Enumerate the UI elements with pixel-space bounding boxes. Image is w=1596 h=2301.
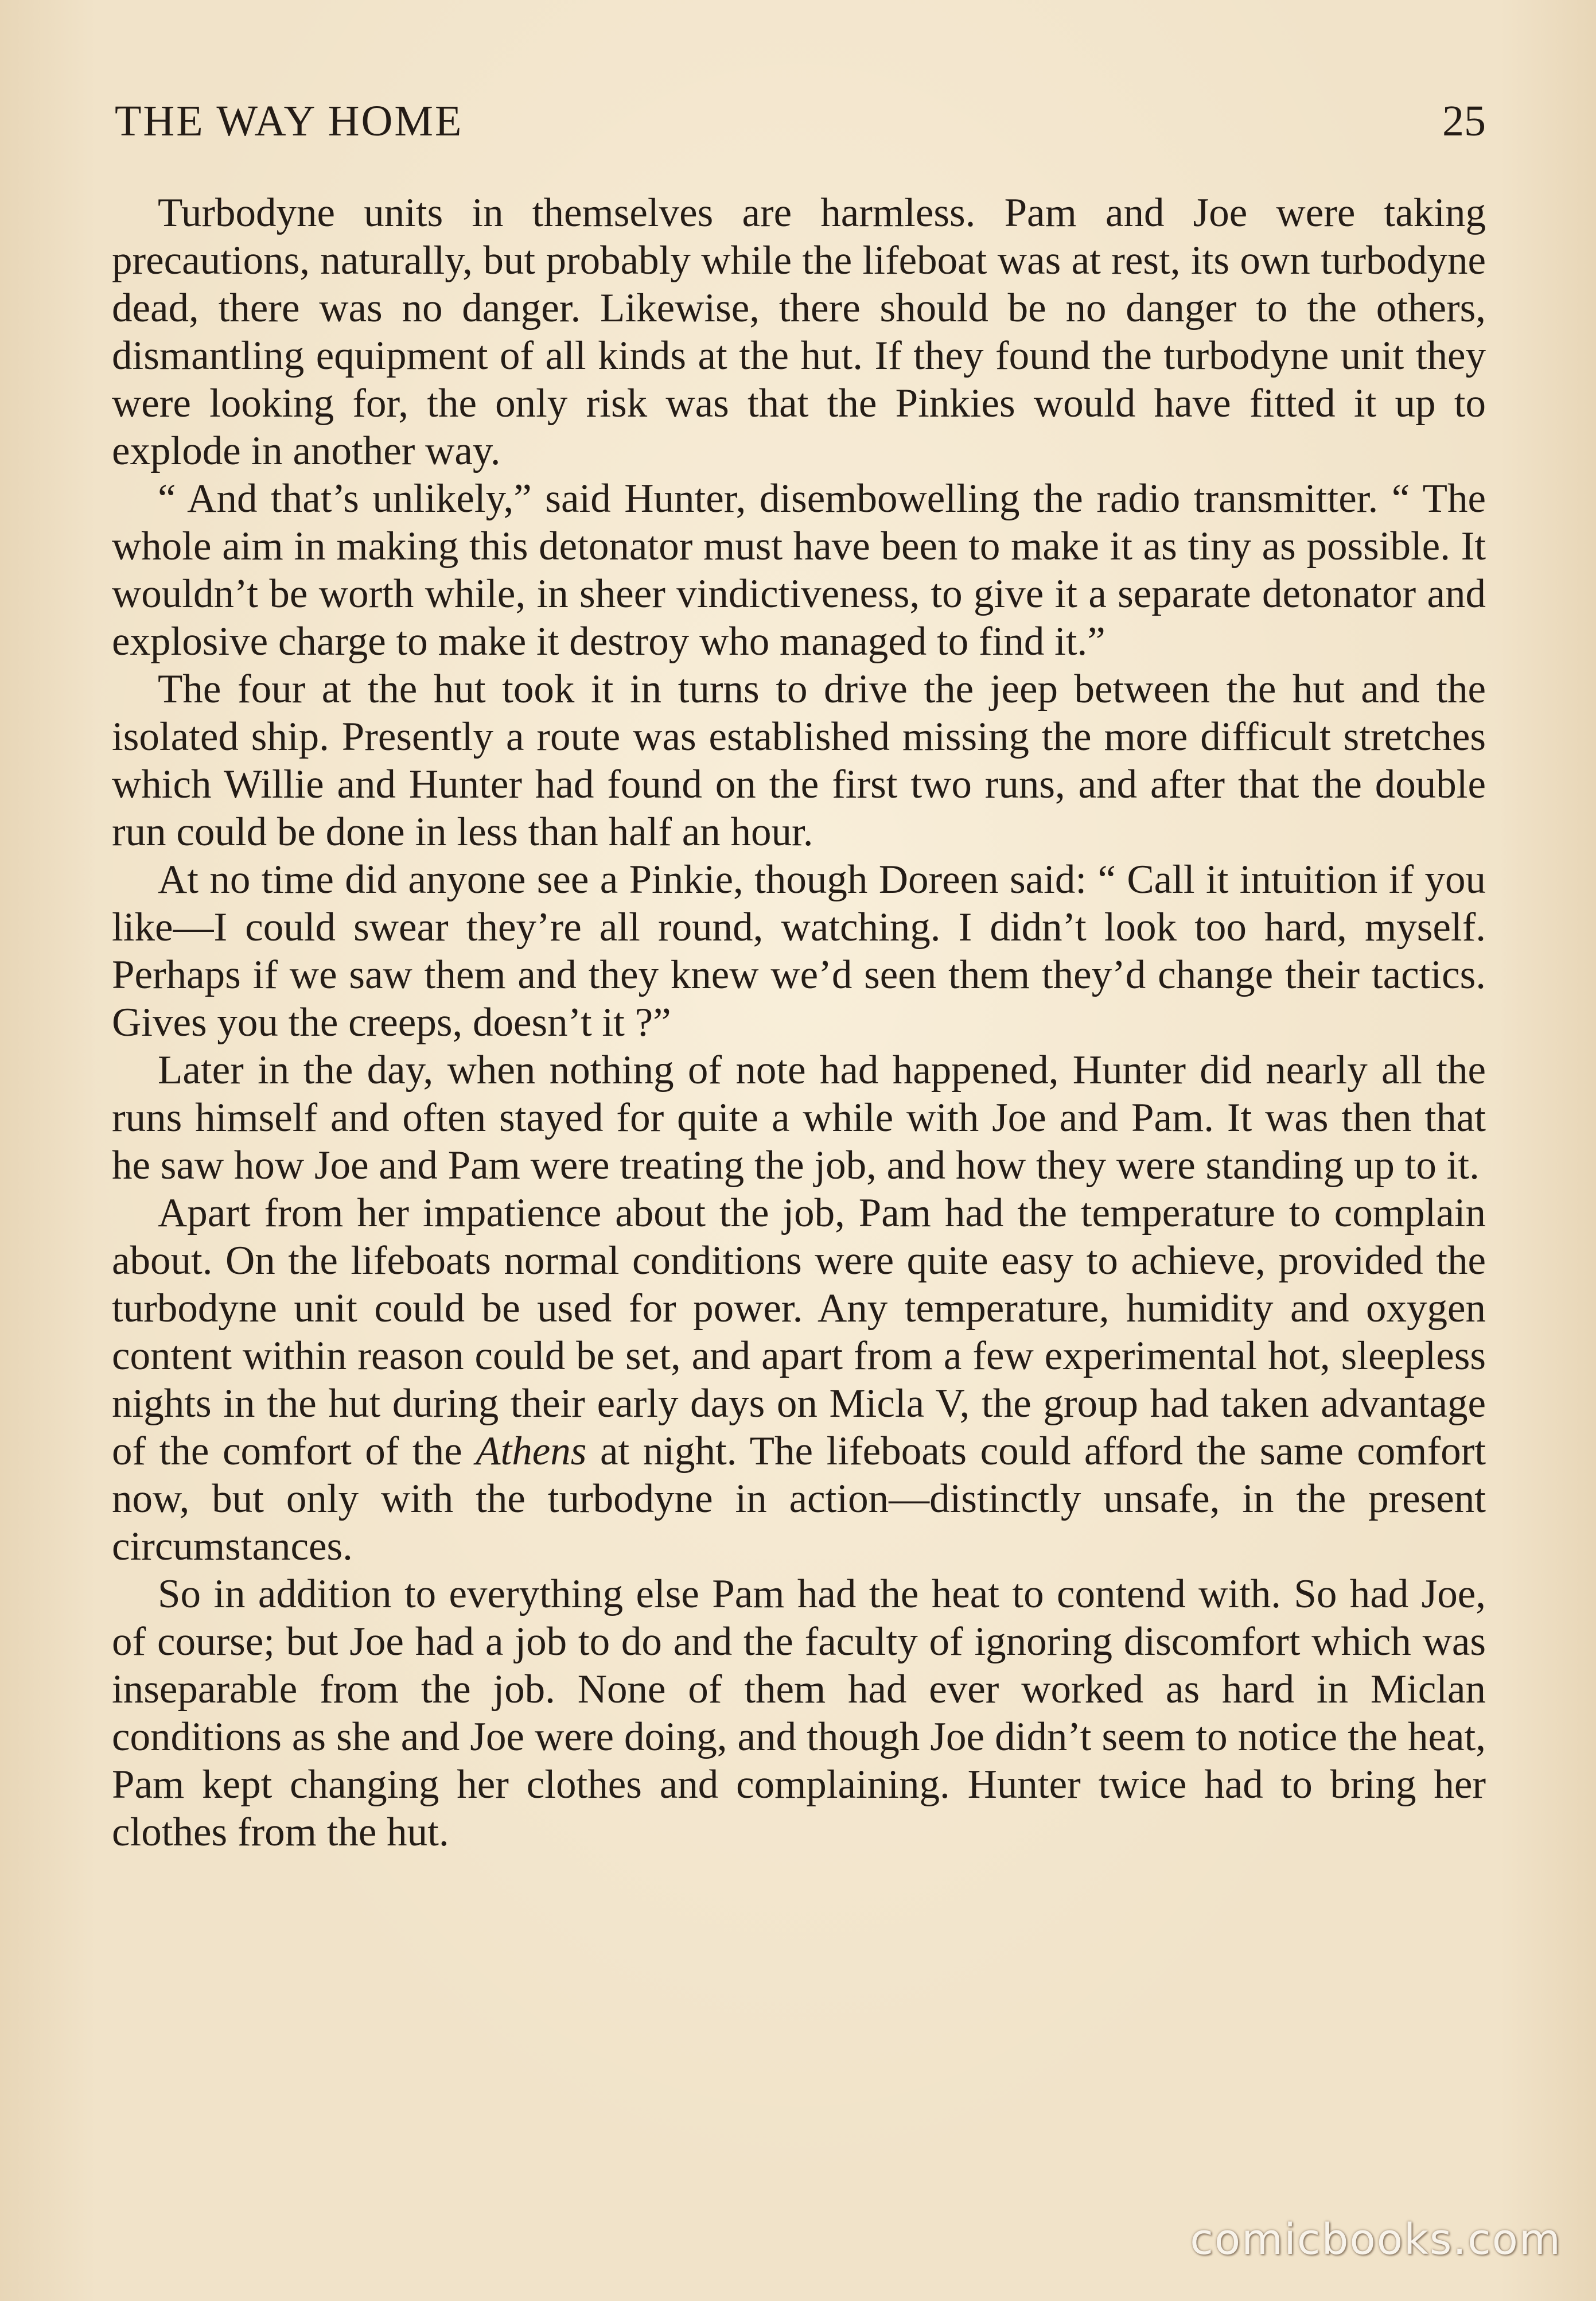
running-title: THE WAY HOME — [115, 97, 464, 145]
paragraph-text: “ And that’s unlikely,” said Hunter, disembowelling the radio transmitter. “ The whole aim in making this detonator must have been to make it as tiny as possible. It wouldn’t be worth while, in sheer vindictiveness, to give it a separate detonator and explosive charge to make it destroy who managed to find it.” — [112, 476, 1486, 664]
paragraph-text: at night. The lifeboats could afford the same comfort now, but only with the turbodyne in action—distinctly unsafe, in the present circumstances. — [112, 1429, 1486, 1569]
paragraph — [112, 856, 1486, 1047]
paragraph-text: Later in the day, when nothing of note had happened, Hunter did nearly all the runs himself and often stayed for quite a while with Joe and Pam. It was then that he saw how Joe and Pam were treating the job, and how they were standing up to it. — [112, 1048, 1486, 1188]
paragraph — [112, 475, 1486, 666]
watermark: comicbooks.com — [1190, 2215, 1562, 2264]
page-number: 25 — [1442, 97, 1486, 145]
paragraph-text: Apart from her impatience about the job, Pam had the temperature to complain about. On the lifeboats normal conditions were quite easy to achieve, provided the turbodyne unit could be used for power. Any temperature, humidity and oxygen content within reason could be set, and apart from a few experimental hot, sleepless nights in the hut during their early days on Micla V, the group had taken advantage of the comfort of the — [112, 1191, 1486, 1474]
paragraph — [112, 189, 1486, 475]
paragraph — [112, 1571, 1486, 1856]
page-header — [115, 96, 1486, 160]
ship-name-italic: Athens — [476, 1429, 587, 1474]
paragraph-text: So in addition to everything else Pam had the heat to contend with. So had Joe, of course; but Joe had a job to do and the faculty of ignoring discomfort which was inseparable from the job. None of them had ever worked as hard in Miclan conditions as she and Joe were doing, and though Joe didn’t seem to notice the heat, Pam kept changing her clothes and complaining. Hunter twice had to bring her clothes from the hut. — [112, 1572, 1486, 1855]
body-text — [112, 189, 1486, 1856]
paragraph-text: Turbodyne units in themselves are harmless. Pam and Joe were taking precautions, naturally, but probably while the lifeboat was at rest, its own turbodyne dead, there was no danger. Likewise, there should be no danger to the others, dismantling equipment of all kinds at the hut. If they found the turbodyne unit they were looking for, the only risk was that the Pinkies would have fitted it up to explode in another way. — [112, 191, 1486, 473]
paragraph — [112, 666, 1486, 856]
paragraph-text: At no time did anyone see a Pinkie, though Doreen said: “ Call it intuition if you like—I could swear they’re all round, watching. I didn’t look too hard, myself. Perhaps if we saw them and they knew we’d seen them they’d change their tactics. Gives you the creeps, doesn’t it ?” — [112, 857, 1486, 1045]
paragraph-text: The four at the hut took it in turns to drive the jeep between the hut and the isolated ship. Presently a route was established missing the more difficult stretches which Willie and Hunter had found on the first two runs, and after that the double run could be done in less than half an hour. — [112, 667, 1486, 854]
paragraph — [112, 1190, 1486, 1571]
paragraph — [112, 1047, 1486, 1190]
